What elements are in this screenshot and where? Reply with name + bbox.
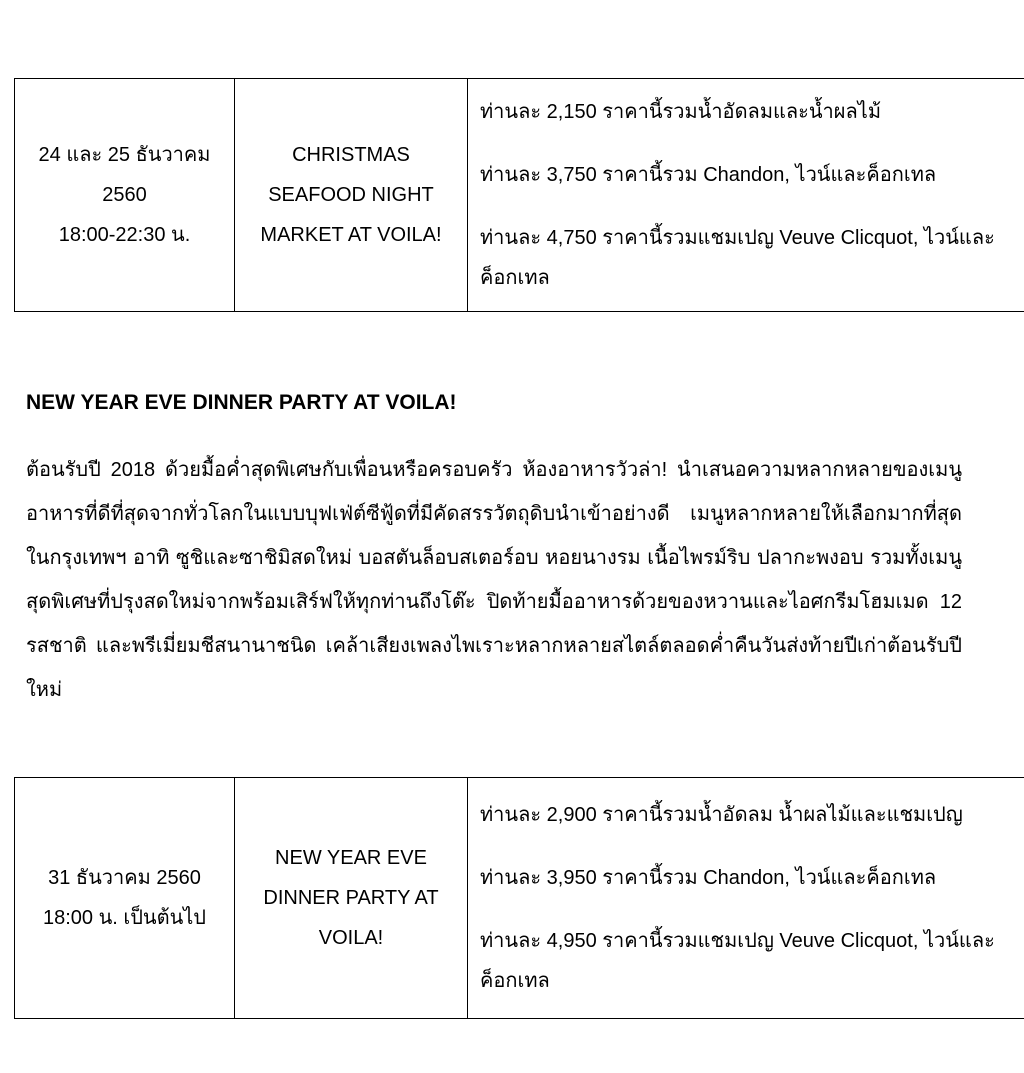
event-description: ต้อนรับปี 2018 ด้วยมื้อค่ำสุดพิเศษกับเพื่อนหรือครอบครัว ห้องอาหารวัวล่า! นำเสนอความหลากหลายของเมนูอาหารที่ดีที่สุดจากทั่วโลกในแบบบุฟเฟ่ต์ซีฟู้ดที่มีคัดสรรวัตถุดิบนำเข้าอย่างดี เมนูหลากหลายให้เลือกมากที่สุดในกรุงเทพฯ อาทิ ซูชิและซาชิมิสดใหม่ บอสตันล็อบสเตอร์อบ หอยนางรม เนื้อไพรม์ริบ ปลากะพงอบ รวมทั้งเมนูสุดพิเศษที่ปรุงสดใหม่จากพร้อมเสิร์ฟให้ทุกท่านถึงโต๊ะ ปิดท้ายมื้ออาหารด้วยของหวานและไอศกรีมโฮมเมด 12 รสชาติ และพรีเมี่ยมชีสนานาชนิด เคล้าเสียงเพลงไพเราะหลากหลายสไตล์ตลอดค่ำคืนวันส่งท้ายปีเก่าต้อนรับปีใหม่	[26, 459, 962, 701]
event-date-line: 31 ธันวาคม 2560	[48, 867, 201, 889]
event-name-line: VOILA!	[318, 927, 384, 949]
event-time-line: 18:00-22:30 น.	[58, 224, 191, 246]
event-date-cell	[15, 778, 235, 1019]
event-name-line: CHRISTMAS	[292, 144, 410, 166]
event-name-line: NEW YEAR EVE	[275, 847, 427, 869]
event-prices-cell	[468, 79, 1024, 312]
event-date-cell	[15, 79, 235, 312]
price-option: ท่านละ 3,950 ราคานี้รวม Chandon, ไวน์และค็อกเทล	[480, 867, 937, 889]
section-heading: NEW YEAR EVE DINNER PARTY AT VOILA!	[26, 391, 457, 414]
christmas-event-table	[14, 78, 1024, 312]
event-name-line: SEAFOOD NIGHT	[268, 184, 434, 206]
event-name-cell	[235, 778, 468, 1019]
price-option: ท่านละ 4,750 ราคานี้รวมแชมเปญ Veuve Clicquot, ไวน์และค็อกเทล	[480, 227, 995, 289]
price-option: ท่านละ 2,900 ราคานี้รวมน้ำอัดลม น้ำผลไม้และแชมเปญ	[480, 804, 963, 826]
event-name-line: DINNER PARTY AT	[263, 887, 439, 909]
event-date-line: 2560	[102, 184, 147, 206]
price-option: ท่านละ 2,150 ราคานี้รวมน้ำอัดลมและน้ำผลไม้	[480, 101, 882, 123]
price-option: ท่านละ 3,750 ราคานี้รวม Chandon, ไวน์และค็อกเทล	[480, 164, 937, 186]
event-prices-cell	[468, 778, 1024, 1019]
event-time-line: 18:00 น. เป็นต้นไป	[42, 907, 206, 929]
event-name-cell	[235, 79, 468, 312]
event-name-line: MARKET AT VOILA!	[260, 224, 442, 246]
price-option: ท่านละ 4,950 ราคานี้รวมแชมเปญ Veuve Clicquot, ไวน์และค็อกเทล	[480, 930, 995, 992]
table-row	[15, 79, 1024, 312]
new-year-event-table	[14, 777, 1024, 1019]
event-date-line: 24 และ 25 ธันวาคม	[38, 144, 211, 166]
table-row	[15, 778, 1024, 1019]
